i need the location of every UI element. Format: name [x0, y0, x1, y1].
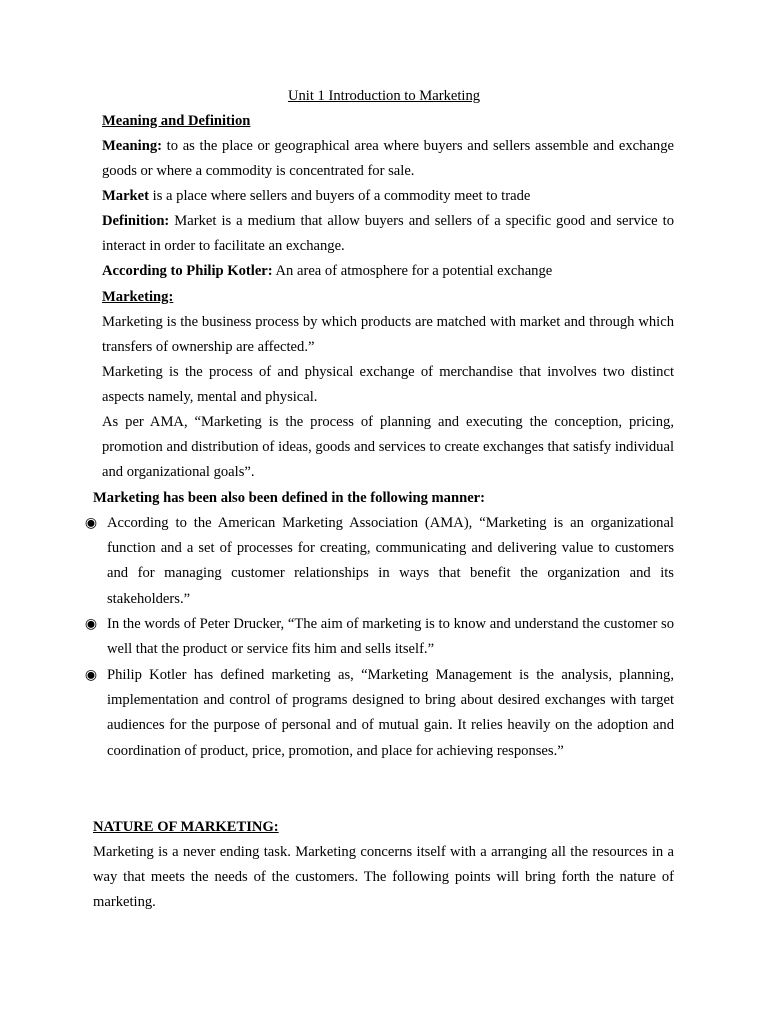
- marketing-paragraph-1: Marketing is the business process by which products are matched with market and through which transfers of ownership are affected.”: [102, 314, 674, 356]
- definition-paragraph: [102, 209, 674, 259]
- marketing-paragraph-2: Marketing is the process of and physical exchange of merchandise that involves two distinct aspects namely, mental and physical.: [102, 364, 674, 406]
- marketing-heading: Marketing:: [102, 289, 174, 305]
- definition-text: Market is a medium that allow buyers and sellers of a specific good and service to interact in order to facilitate an exchange.: [102, 213, 674, 255]
- kotler-market-paragraph: [102, 259, 674, 284]
- kotler-market-text: An area of atmosphere for a potential exchange: [272, 263, 553, 279]
- defined-manner-heading: Marketing has been also been defined in the following manner:: [93, 490, 486, 506]
- meaning-definition-heading: Meaning and Definition: [102, 113, 251, 129]
- meaning-text: to as the place or geographical area where buyers and sellers assemble and exchange goods or where a commodity is concentrated for sale.: [102, 138, 674, 180]
- market-text: is a place where sellers and buyers of a commodity meet to trade: [149, 188, 531, 204]
- meaning-paragraph: [102, 134, 674, 184]
- nature-of-marketing-heading: NATURE OF MARKETING:: [93, 819, 279, 835]
- market-paragraph: [102, 184, 674, 209]
- marketing-paragraph-3: As per AMA, “Marketing is the process of planning and executing the conception, pricing, promotion and distribution of ideas, goods and services to create exchanges that satisfy individual and organizational goals”.: [102, 414, 674, 481]
- market-label: Market: [102, 188, 150, 204]
- circled-dot-bullet-icon: ◉: [84, 515, 98, 531]
- bullet-item-kotler: Philip Kotler has defined marketing as, “Marketing Management is the analysis, planning, implementation and control of programs designed to bring about desired exchanges with target audiences for the purpose of personal and of mutual gain. It relies heavily on the adoption and coordination of product, price, promotion, and place for achieving responses.”: [107, 667, 674, 759]
- kotler-market-label: According to Philip Kotler:: [102, 263, 273, 279]
- page-title: Unit 1 Introduction to Marketing: [287, 88, 481, 104]
- definition-label: Definition:: [102, 213, 170, 229]
- circled-dot-bullet-icon: ◉: [84, 616, 98, 632]
- nature-paragraph: Marketing is a never ending task. Marketing concerns itself with a arranging all the resources in a way that meets the needs of the customers. The following points will bring forth the nature of marketing.: [93, 844, 674, 911]
- circled-dot-bullet-icon: ◉: [84, 667, 98, 683]
- bullet-item-drucker: In the words of Peter Drucker, “The aim of marketing is to know and understand the customer so well that the product or service fits him and sells itself.”: [107, 616, 674, 658]
- bullet-item-ama: According to the American Marketing Association (AMA), “Marketing is an organizational function and a set of processes for creating, communicating and delivering value to customers and for managing customer relationships in ways that benefit the organization and its stakeholders.”: [107, 515, 674, 607]
- meaning-label: Meaning:: [102, 138, 162, 154]
